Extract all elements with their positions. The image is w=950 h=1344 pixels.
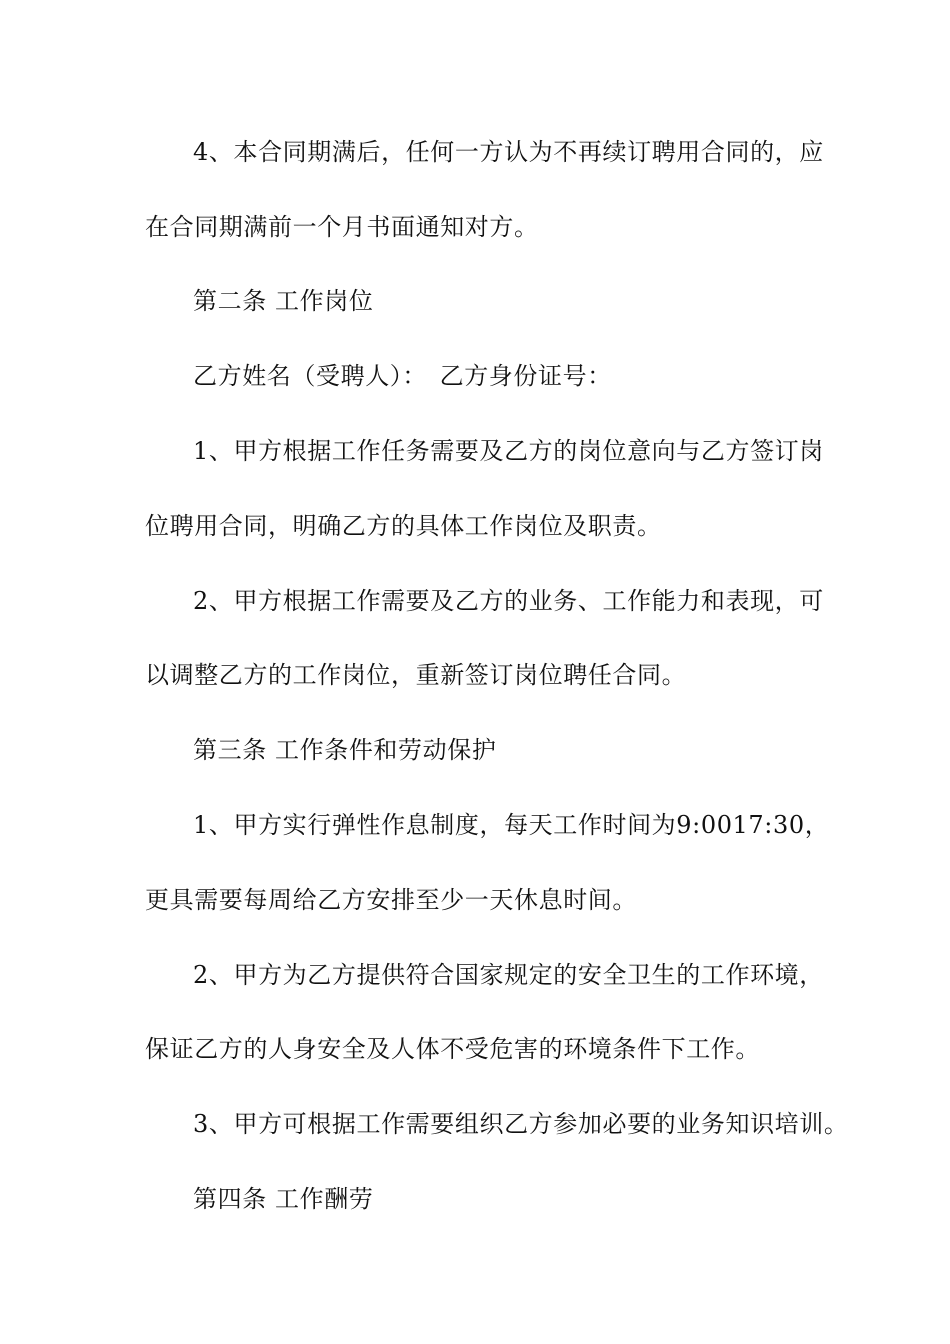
article-2-item-1-line-2: 位聘用合同，明确乙方的具体工作岗位及职责。 [145, 512, 662, 540]
article-3-item-2-line-1: 2、甲方为乙方提供符合国家规定的安全卫生的工作环境， [193, 961, 824, 989]
article-4-heading: 第四条 工作酬劳 [193, 1185, 374, 1213]
article-3-item-3-line-1: 3、甲方可根据工作需要组织乙方参加必要的业务知识培训。 [193, 1110, 849, 1138]
article-2-item-2-line-1: 2、甲方根据工作需要及乙方的业务、工作能力和表现，可 [193, 587, 824, 615]
clause-1-item-4-line-1: 4、本合同期满后，任何一方认为不再续订聘用合同的，应 [193, 138, 824, 166]
article-2-item-1-line-1: 1、甲方根据工作任务需要及乙方的岗位意向与乙方签订岗 [193, 437, 824, 465]
article-3-item-1-line-2: 更具需要每周给乙方安排至少一天休息时间。 [145, 886, 637, 914]
article-2-heading: 第二条 工作岗位 [193, 287, 374, 315]
article-3-heading: 第三条 工作条件和劳动保护 [193, 736, 497, 764]
article-3-item-2-line-2: 保证乙方的人身安全及人体不受危害的环境条件下工作。 [145, 1035, 760, 1063]
article-2-item-2-line-2: 以调整乙方的工作岗位，重新签订岗位聘任合同。 [145, 661, 687, 689]
party-b-identity-line: 乙方姓名（受聘人）： 乙方身份证号： [193, 362, 612, 390]
article-3-item-1-line-1: 1、甲方实行弹性作息制度，每天工作时间为9:0017:30， [193, 811, 830, 839]
clause-1-item-4-line-2: 在合同期满前一个月书面通知对方。 [145, 213, 539, 241]
